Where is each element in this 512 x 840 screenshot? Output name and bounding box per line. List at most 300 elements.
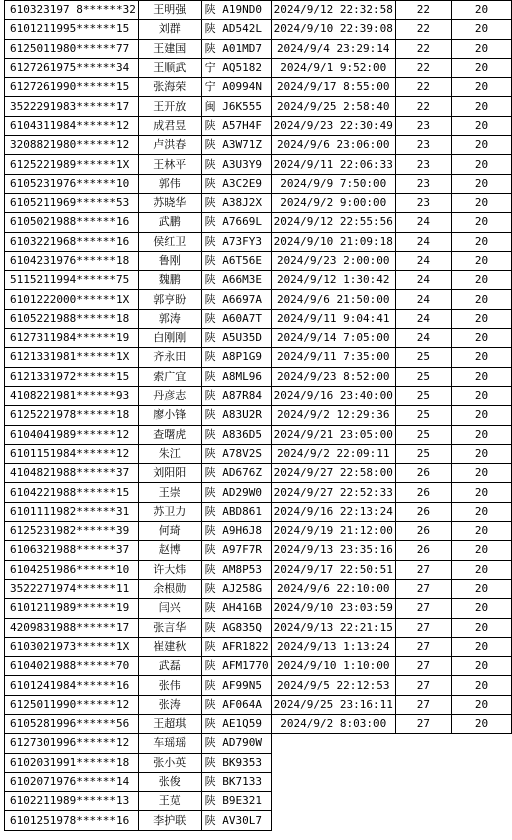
id-number-cell: 6104231976******18: [5, 251, 139, 270]
id-number-cell: 6127261990******15: [5, 78, 139, 97]
name-cell: 齐永田: [138, 348, 201, 367]
value-a-cell: 25: [395, 425, 451, 444]
value-b-cell: 20: [452, 483, 512, 502]
value-b-cell: 20: [452, 386, 512, 405]
value-a-cell: 26: [395, 483, 451, 502]
table-row: [5, 522, 512, 541]
value-b-cell: 20: [452, 174, 512, 193]
time-cell: [271, 811, 395, 830]
id-number-cell: 6101211995******15: [5, 20, 139, 39]
value-b-cell: 20: [452, 329, 512, 348]
time-cell: 2024/9/19 21:12:00: [271, 522, 395, 541]
table-row: [5, 116, 512, 135]
table-row: [5, 251, 512, 270]
plate-cell: 陕 AD790W: [201, 734, 271, 753]
name-cell: 王崇: [138, 483, 201, 502]
table-row: [5, 97, 512, 116]
id-number-cell: 6106321988******37: [5, 541, 139, 560]
value-b-cell: 20: [452, 406, 512, 425]
value-b-cell: 20: [452, 618, 512, 637]
time-cell: 2024/9/27 22:58:00: [271, 464, 395, 483]
id-number-cell: 6101151984******12: [5, 444, 139, 463]
value-b-cell: 20: [452, 444, 512, 463]
value-a-cell: [395, 792, 451, 811]
plate-cell: 陕 AFR1822: [201, 637, 271, 656]
value-b-cell: 20: [452, 58, 512, 77]
time-cell: 2024/9/6 23:06:00: [271, 136, 395, 155]
table-row: [5, 676, 512, 695]
plate-cell: 陕 AH416B: [201, 599, 271, 618]
name-cell: 张海荣: [138, 78, 201, 97]
plate-cell: 陕 A3C2E9: [201, 174, 271, 193]
id-number-cell: 6127311984******19: [5, 329, 139, 348]
name-cell: 张言华: [138, 618, 201, 637]
time-cell: 2024/9/2 22:09:11: [271, 444, 395, 463]
value-b-cell: 20: [452, 290, 512, 309]
plate-cell: 陕 A60A7T: [201, 309, 271, 328]
plate-cell: 陕 AD29W0: [201, 483, 271, 502]
plate-cell: 陕 A01MD7: [201, 39, 271, 58]
plate-cell: 陕 A6T56E: [201, 251, 271, 270]
name-cell: 白刚刚: [138, 329, 201, 348]
name-cell: 郭伟: [138, 174, 201, 193]
time-cell: 2024/9/11 9:04:41: [271, 309, 395, 328]
id-number-cell: 6125011990******12: [5, 695, 139, 714]
name-cell: 成君昱: [138, 116, 201, 135]
table-row: [5, 329, 512, 348]
value-b-cell: 20: [452, 348, 512, 367]
value-a-cell: 24: [395, 309, 451, 328]
name-cell: 王开放: [138, 97, 201, 116]
value-a-cell: 24: [395, 232, 451, 251]
value-a-cell: [395, 734, 451, 753]
value-a-cell: 24: [395, 329, 451, 348]
value-a-cell: 27: [395, 618, 451, 637]
value-b-cell: [452, 792, 512, 811]
plate-cell: 宁 A0994N: [201, 78, 271, 97]
time-cell: 2024/9/6 22:10:00: [271, 579, 395, 598]
id-number-cell: 6104221988******15: [5, 483, 139, 502]
plate-cell: 陕 AD542L: [201, 20, 271, 39]
table-row: [5, 560, 512, 579]
value-a-cell: 24: [395, 271, 451, 290]
plate-cell: 陕 A57H4F: [201, 116, 271, 135]
id-number-cell: 6105281996******56: [5, 714, 139, 733]
table-row: [5, 618, 512, 637]
table-row: [5, 1, 512, 20]
time-cell: 2024/9/21 23:05:00: [271, 425, 395, 444]
table-row: [5, 811, 512, 830]
value-b-cell: 20: [452, 599, 512, 618]
time-cell: 2024/9/11 22:06:33: [271, 155, 395, 174]
id-number-cell: 6101251978******16: [5, 811, 139, 830]
name-cell: 魏鹏: [138, 271, 201, 290]
value-b-cell: 20: [452, 155, 512, 174]
name-cell: 刘群: [138, 20, 201, 39]
id-number-cell: 6125231982******39: [5, 522, 139, 541]
name-cell: 郭亨盼: [138, 290, 201, 309]
id-number-cell: 6125011980******77: [5, 39, 139, 58]
name-cell: 廖小锋: [138, 406, 201, 425]
time-cell: 2024/9/16 23:40:00: [271, 386, 395, 405]
value-b-cell: 20: [452, 20, 512, 39]
plate-cell: 陕 A78V2S: [201, 444, 271, 463]
time-cell: [271, 792, 395, 811]
value-b-cell: 20: [452, 271, 512, 290]
time-cell: [271, 734, 395, 753]
name-cell: 朱江: [138, 444, 201, 463]
name-cell: 丹彦志: [138, 386, 201, 405]
table-row: [5, 232, 512, 251]
id-number-cell: 4104821988******37: [5, 464, 139, 483]
value-a-cell: [395, 772, 451, 791]
table-row: [5, 290, 512, 309]
plate-cell: 陕 AE1Q59: [201, 714, 271, 733]
id-number-cell: 6121331981******1X: [5, 348, 139, 367]
table-row: [5, 386, 512, 405]
plate-cell: 陕 AJ258G: [201, 579, 271, 598]
id-number-cell: 6105221988******18: [5, 309, 139, 328]
value-b-cell: 20: [452, 522, 512, 541]
plate-cell: 陕 A3W71Z: [201, 136, 271, 155]
table-row: [5, 753, 512, 772]
time-cell: 2024/9/23 2:00:00: [271, 251, 395, 270]
table-row: [5, 39, 512, 58]
table-row: [5, 464, 512, 483]
records-body: [5, 1, 512, 831]
value-b-cell: 20: [452, 232, 512, 251]
id-number-cell: 6102071976******14: [5, 772, 139, 791]
value-a-cell: 27: [395, 695, 451, 714]
value-b-cell: [452, 811, 512, 830]
value-a-cell: 22: [395, 78, 451, 97]
plate-cell: 陕 AM8P53: [201, 560, 271, 579]
id-number-cell: 6103021973******1X: [5, 637, 139, 656]
id-number-cell: 610323197 8******32: [5, 1, 139, 20]
plate-cell: 陕 A3U3Y9: [201, 155, 271, 174]
id-number-cell: 6105211969******53: [5, 193, 139, 212]
id-number-cell: 6125221978******18: [5, 406, 139, 425]
table-row: [5, 541, 512, 560]
value-b-cell: 20: [452, 251, 512, 270]
name-cell: 苏晓华: [138, 193, 201, 212]
table-row: [5, 155, 512, 174]
plate-cell: 闽 J6K555: [201, 97, 271, 116]
time-cell: 2024/9/12 22:32:58: [271, 1, 395, 20]
value-b-cell: 20: [452, 116, 512, 135]
table-row: [5, 502, 512, 521]
plate-cell: 陕 ABD861: [201, 502, 271, 521]
table-row: [5, 271, 512, 290]
value-a-cell: 23: [395, 155, 451, 174]
plate-cell: 陕 A83U2R: [201, 406, 271, 425]
name-cell: 张小英: [138, 753, 201, 772]
plate-cell: 陕 AG835Q: [201, 618, 271, 637]
value-b-cell: 20: [452, 39, 512, 58]
time-cell: 2024/9/4 23:29:14: [271, 39, 395, 58]
value-b-cell: 20: [452, 560, 512, 579]
plate-cell: 陕 A87R84: [201, 386, 271, 405]
value-b-cell: 20: [452, 676, 512, 695]
table-row: [5, 193, 512, 212]
time-cell: 2024/9/13 23:35:16: [271, 541, 395, 560]
plate-cell: 陕 A6697A: [201, 290, 271, 309]
time-cell: 2024/9/25 23:16:11: [271, 695, 395, 714]
time-cell: 2024/9/2 8:03:00: [271, 714, 395, 733]
time-cell: 2024/9/5 22:12:53: [271, 676, 395, 695]
plate-cell: 陕 A19ND0: [201, 1, 271, 20]
table-row: [5, 657, 512, 676]
plate-cell: 陕 BK7133: [201, 772, 271, 791]
value-b-cell: 20: [452, 464, 512, 483]
value-a-cell: 24: [395, 213, 451, 232]
value-a-cell: 22: [395, 58, 451, 77]
plate-cell: 陕 BK9353: [201, 753, 271, 772]
value-b-cell: 20: [452, 637, 512, 656]
value-b-cell: 20: [452, 136, 512, 155]
time-cell: 2024/9/23 22:30:49: [271, 116, 395, 135]
value-a-cell: 26: [395, 502, 451, 521]
table-row: [5, 792, 512, 811]
value-b-cell: 20: [452, 502, 512, 521]
value-b-cell: 20: [452, 78, 512, 97]
time-cell: 2024/9/10 22:39:08: [271, 20, 395, 39]
time-cell: 2024/9/12 22:55:56: [271, 213, 395, 232]
plate-cell: 陕 AF99N5: [201, 676, 271, 695]
table-row: [5, 714, 512, 733]
time-cell: 2024/9/17 8:55:00: [271, 78, 395, 97]
name-cell: 崔建秋: [138, 637, 201, 656]
value-a-cell: 22: [395, 20, 451, 39]
value-a-cell: 26: [395, 464, 451, 483]
time-cell: 2024/9/11 7:35:00: [271, 348, 395, 367]
id-number-cell: 6127261975******34: [5, 58, 139, 77]
value-a-cell: 23: [395, 136, 451, 155]
value-a-cell: 27: [395, 637, 451, 656]
id-number-cell: 6101111982******31: [5, 502, 139, 521]
name-cell: 侯红卫: [138, 232, 201, 251]
id-number-cell: 6104041989******12: [5, 425, 139, 444]
table-row: [5, 78, 512, 97]
name-cell: 查曙虎: [138, 425, 201, 444]
name-cell: 刘阳阳: [138, 464, 201, 483]
time-cell: 2024/9/6 21:50:00: [271, 290, 395, 309]
name-cell: 何琦: [138, 522, 201, 541]
table-row: [5, 348, 512, 367]
name-cell: 王顺武: [138, 58, 201, 77]
time-cell: 2024/9/13 1:13:24: [271, 637, 395, 656]
table-row: [5, 483, 512, 502]
value-b-cell: [452, 753, 512, 772]
name-cell: 郭涛: [138, 309, 201, 328]
name-cell: 王超琪: [138, 714, 201, 733]
table-row: [5, 579, 512, 598]
value-a-cell: 27: [395, 579, 451, 598]
name-cell: 张涛: [138, 695, 201, 714]
id-number-cell: 6101211989******19: [5, 599, 139, 618]
value-b-cell: [452, 734, 512, 753]
id-number-cell: 6121331972******15: [5, 367, 139, 386]
name-cell: 车瑶瑶: [138, 734, 201, 753]
id-number-cell: 3522271974******11: [5, 579, 139, 598]
table-row: [5, 213, 512, 232]
value-a-cell: [395, 811, 451, 830]
value-a-cell: 25: [395, 444, 451, 463]
value-a-cell: 25: [395, 406, 451, 425]
table-row: [5, 309, 512, 328]
table-row: [5, 20, 512, 39]
name-cell: 闫兴: [138, 599, 201, 618]
table-row: [5, 637, 512, 656]
value-b-cell: 20: [452, 657, 512, 676]
id-number-cell: 3522291983******17: [5, 97, 139, 116]
time-cell: 2024/9/10 21:09:18: [271, 232, 395, 251]
value-a-cell: 27: [395, 714, 451, 733]
name-cell: 卢洪春: [138, 136, 201, 155]
table-row: [5, 444, 512, 463]
name-cell: 李护联: [138, 811, 201, 830]
name-cell: 王明强: [138, 1, 201, 20]
name-cell: 苏卫力: [138, 502, 201, 521]
value-a-cell: 27: [395, 676, 451, 695]
value-a-cell: 26: [395, 541, 451, 560]
value-b-cell: [452, 772, 512, 791]
value-a-cell: 23: [395, 116, 451, 135]
time-cell: 2024/9/27 22:52:33: [271, 483, 395, 502]
table-row: [5, 425, 512, 444]
id-number-cell: 5115211994******75: [5, 271, 139, 290]
value-b-cell: 20: [452, 579, 512, 598]
time-cell: 2024/9/2 12:29:36: [271, 406, 395, 425]
plate-cell: 陕 A5U35D: [201, 329, 271, 348]
value-a-cell: 27: [395, 599, 451, 618]
time-cell: 2024/9/9 7:50:00: [271, 174, 395, 193]
value-a-cell: 26: [395, 522, 451, 541]
plate-cell: 陕 A73FY3: [201, 232, 271, 251]
plate-cell: 陕 A66M3E: [201, 271, 271, 290]
id-number-cell: 6104021988******70: [5, 657, 139, 676]
value-b-cell: 20: [452, 541, 512, 560]
name-cell: 鲁刚: [138, 251, 201, 270]
value-a-cell: 22: [395, 97, 451, 116]
value-b-cell: 20: [452, 1, 512, 20]
table-row: [5, 174, 512, 193]
id-number-cell: 4209831988******17: [5, 618, 139, 637]
time-cell: 2024/9/1 9:52:00: [271, 58, 395, 77]
table-row: [5, 695, 512, 714]
value-b-cell: 20: [452, 213, 512, 232]
time-cell: 2024/9/10 1:10:00: [271, 657, 395, 676]
id-number-cell: 6105231976******10: [5, 174, 139, 193]
plate-cell: 陕 A836D5: [201, 425, 271, 444]
value-a-cell: 23: [395, 174, 451, 193]
id-number-cell: 6104251986******10: [5, 560, 139, 579]
records-table: [4, 0, 512, 831]
value-b-cell: 20: [452, 425, 512, 444]
value-a-cell: 27: [395, 657, 451, 676]
value-a-cell: [395, 753, 451, 772]
time-cell: [271, 772, 395, 791]
name-cell: 张伟: [138, 676, 201, 695]
plate-cell: 陕 AF064A: [201, 695, 271, 714]
id-number-cell: 3208821980******12: [5, 136, 139, 155]
id-number-cell: 6125221989******1X: [5, 155, 139, 174]
value-a-cell: 23: [395, 193, 451, 212]
name-cell: 赵博: [138, 541, 201, 560]
value-a-cell: 24: [395, 251, 451, 270]
id-number-cell: 6105021988******16: [5, 213, 139, 232]
plate-cell: 陕 B9E321: [201, 792, 271, 811]
name-cell: 许大炜: [138, 560, 201, 579]
table-row: [5, 406, 512, 425]
time-cell: 2024/9/13 22:21:15: [271, 618, 395, 637]
table-row: [5, 136, 512, 155]
name-cell: 武鹏: [138, 213, 201, 232]
name-cell: 武磊: [138, 657, 201, 676]
value-a-cell: 27: [395, 560, 451, 579]
table-row: [5, 58, 512, 77]
time-cell: 2024/9/23 8:52:00: [271, 367, 395, 386]
value-a-cell: 24: [395, 290, 451, 309]
id-number-cell: 6127301996******12: [5, 734, 139, 753]
plate-cell: 陕 A38J2X: [201, 193, 271, 212]
value-a-cell: 25: [395, 386, 451, 405]
id-number-cell: 4108221981******93: [5, 386, 139, 405]
time-cell: 2024/9/2 9:00:00: [271, 193, 395, 212]
plate-cell: 陕 A97F7R: [201, 541, 271, 560]
value-b-cell: 20: [452, 714, 512, 733]
plate-cell: 陕 AV30L7: [201, 811, 271, 830]
value-b-cell: 20: [452, 193, 512, 212]
id-number-cell: 6102031991******18: [5, 753, 139, 772]
time-cell: 2024/9/10 23:03:59: [271, 599, 395, 618]
table-row: [5, 772, 512, 791]
table-row: [5, 599, 512, 618]
table-row: [5, 734, 512, 753]
id-number-cell: 6101241984******16: [5, 676, 139, 695]
time-cell: 2024/9/12 1:30:42: [271, 271, 395, 290]
id-number-cell: 6101222000******1X: [5, 290, 139, 309]
id-number-cell: 6103221968******16: [5, 232, 139, 251]
name-cell: 索广宜: [138, 367, 201, 386]
time-cell: 2024/9/14 7:05:00: [271, 329, 395, 348]
name-cell: 王林平: [138, 155, 201, 174]
value-b-cell: 20: [452, 309, 512, 328]
value-b-cell: 20: [452, 97, 512, 116]
value-b-cell: 20: [452, 367, 512, 386]
plate-cell: 陕 A7669L: [201, 213, 271, 232]
name-cell: 余根勋: [138, 579, 201, 598]
time-cell: 2024/9/16 22:13:24: [271, 502, 395, 521]
value-a-cell: 22: [395, 1, 451, 20]
value-a-cell: 22: [395, 39, 451, 58]
plate-cell: 陕 A8ML96: [201, 367, 271, 386]
name-cell: 张俊: [138, 772, 201, 791]
time-cell: 2024/9/17 22:50:51: [271, 560, 395, 579]
id-number-cell: 6104311984******12: [5, 116, 139, 135]
name-cell: 王苋: [138, 792, 201, 811]
name-cell: 王建国: [138, 39, 201, 58]
value-a-cell: 25: [395, 348, 451, 367]
plate-cell: 陕 A9H6J8: [201, 522, 271, 541]
time-cell: 2024/9/25 2:58:40: [271, 97, 395, 116]
value-b-cell: 20: [452, 695, 512, 714]
plate-cell: 宁 AQ5182: [201, 58, 271, 77]
plate-cell: 陕 AFM1770: [201, 657, 271, 676]
table-row: [5, 367, 512, 386]
value-a-cell: 25: [395, 367, 451, 386]
plate-cell: 陕 A8P1G9: [201, 348, 271, 367]
